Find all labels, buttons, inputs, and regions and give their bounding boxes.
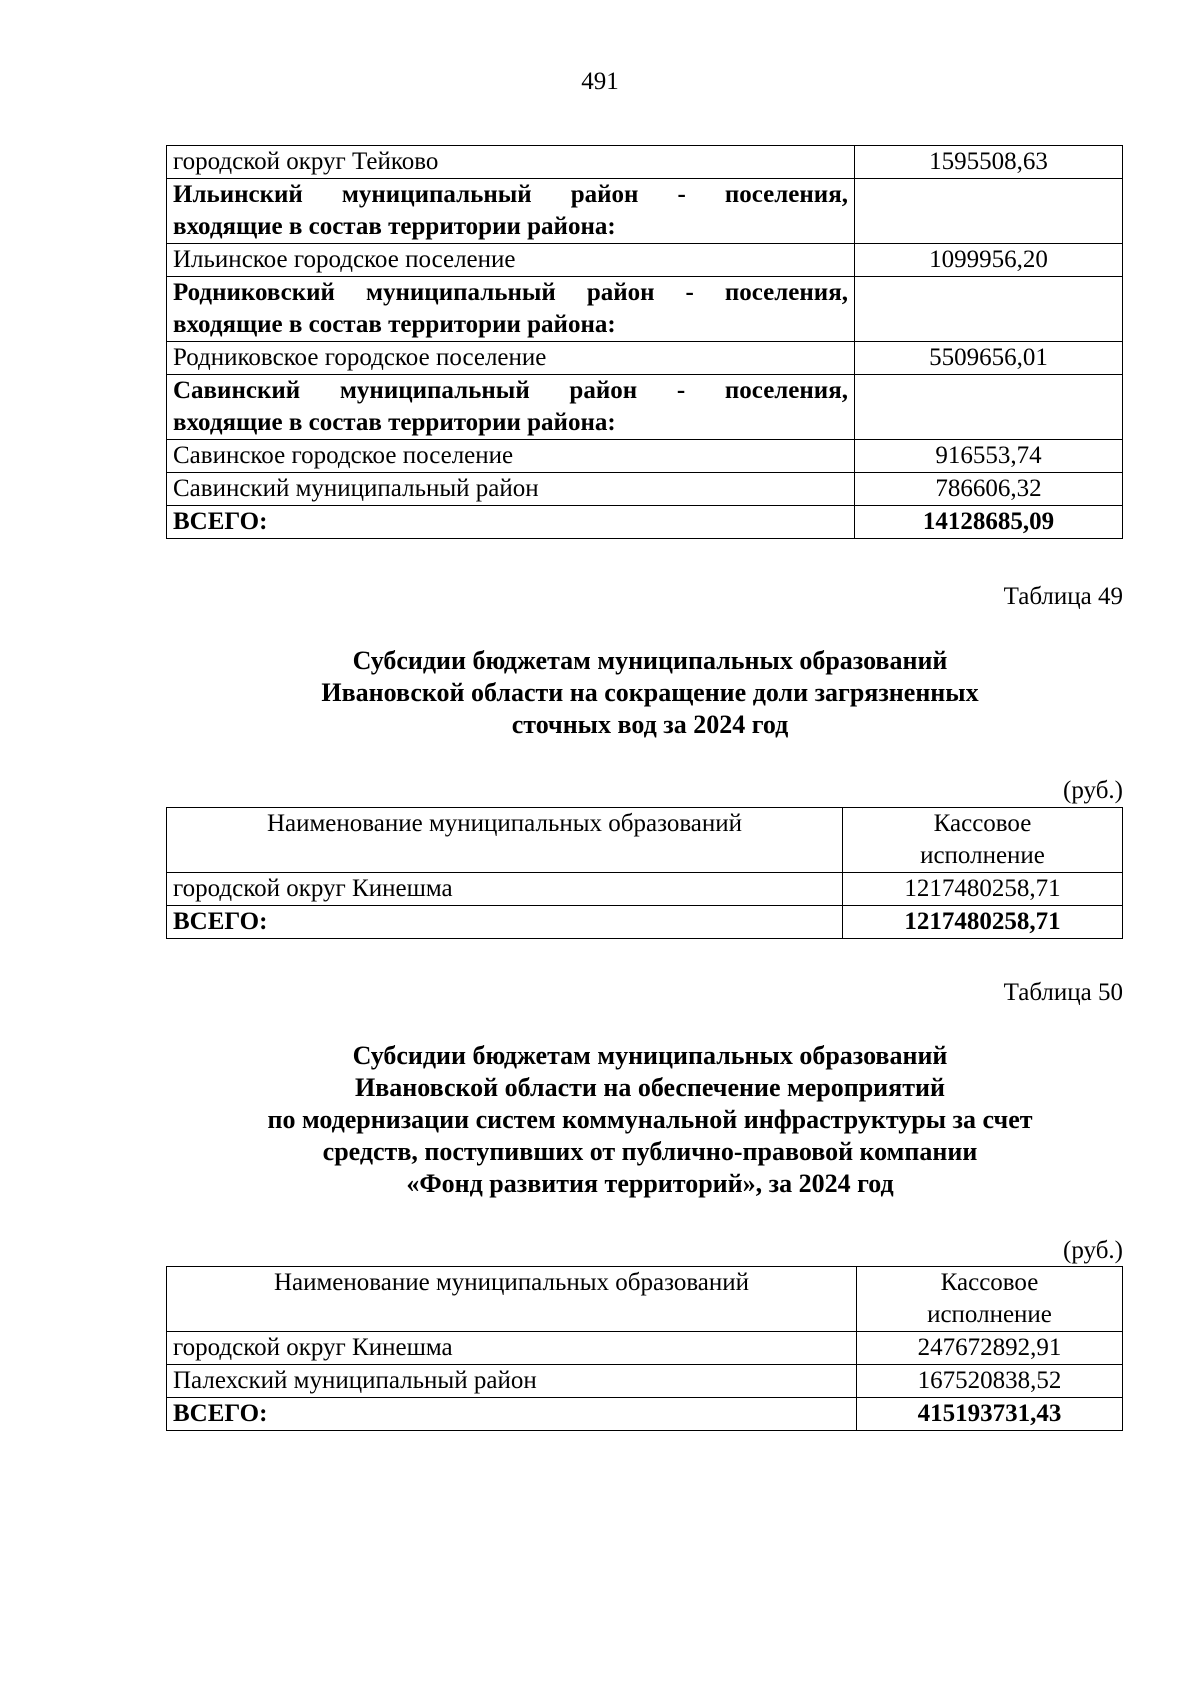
row-value: 1099956,20 bbox=[855, 244, 1123, 277]
table-row bbox=[167, 342, 1123, 375]
header-value-line: Кассовое bbox=[933, 810, 1032, 837]
table-50 bbox=[166, 1266, 1123, 1431]
total-label: ВСЕГО: bbox=[167, 1398, 857, 1431]
total-value: 415193731,43 bbox=[857, 1398, 1123, 1431]
group-name-line: Родниковский муниципальный район - поселения, bbox=[173, 279, 848, 306]
header-row bbox=[167, 1267, 1123, 1332]
total-row bbox=[167, 1398, 1123, 1431]
total-value: 14128685,09 bbox=[855, 506, 1123, 539]
group-name-line: Ильинский муниципальный район - поселения, bbox=[173, 181, 848, 208]
row-name: Палехский муниципальный район bbox=[167, 1365, 857, 1398]
total-label: ВСЕГО: bbox=[167, 506, 855, 539]
group-name bbox=[167, 179, 855, 244]
table-row bbox=[167, 1332, 1123, 1365]
table-50-caption bbox=[0, 1040, 1200, 1200]
table-49-label: Таблица 49 bbox=[1003, 583, 1123, 610]
table-row-group bbox=[167, 179, 1123, 244]
caption-line: сточных вод за 2024 год bbox=[511, 710, 789, 739]
row-value: 786606,32 bbox=[855, 473, 1123, 506]
total-value: 1217480258,71 bbox=[843, 906, 1123, 939]
header-name: Наименование муниципальных образований bbox=[167, 808, 843, 873]
total-row bbox=[167, 906, 1123, 939]
header-value-line: исполнение bbox=[927, 1301, 1052, 1328]
group-name-line: входящие в состав территории района: bbox=[173, 409, 616, 436]
row-value: 167520838,52 bbox=[857, 1365, 1123, 1398]
group-name-line: Савинский муниципальный район - поселения, bbox=[173, 377, 848, 404]
table-50-unit: (руб.) bbox=[1063, 1237, 1123, 1264]
row-name: городской округ Тейково bbox=[167, 146, 855, 179]
page-number: 491 bbox=[581, 68, 619, 95]
caption-line: по модернизации систем коммунальной инфраструктуры за счет bbox=[267, 1105, 1033, 1134]
group-name-line: входящие в состав территории района: bbox=[173, 311, 616, 338]
row-name: Савинское городское поселение bbox=[167, 440, 855, 473]
row-value: 1595508,63 bbox=[855, 146, 1123, 179]
row-name: Родниковское городское поселение bbox=[167, 342, 855, 375]
table-row bbox=[167, 244, 1123, 277]
table-row bbox=[167, 1365, 1123, 1398]
caption-line: Ивановской области на сокращение доли загрязненных bbox=[321, 678, 979, 707]
table-50-label: Таблица 50 bbox=[1003, 979, 1123, 1006]
table-49-unit: (руб.) bbox=[1063, 777, 1123, 804]
row-name: Савинский муниципальный район bbox=[167, 473, 855, 506]
row-value: 247672892,91 bbox=[857, 1332, 1123, 1365]
row-value: 916553,74 bbox=[855, 440, 1123, 473]
row-value: 5509656,01 bbox=[855, 342, 1123, 375]
group-name bbox=[167, 277, 855, 342]
row-value bbox=[855, 179, 1123, 244]
header-value-line: исполнение bbox=[920, 842, 1045, 869]
table-row-group bbox=[167, 375, 1123, 440]
row-name: городской округ Кинешма bbox=[167, 873, 843, 906]
row-name: Ильинское городское поселение bbox=[167, 244, 855, 277]
header-value-line: Кассовое bbox=[940, 1269, 1039, 1296]
header-value bbox=[843, 808, 1123, 873]
table-49-caption bbox=[0, 645, 1200, 741]
header-row bbox=[167, 808, 1123, 873]
caption-line: «Фонд развития территорий», за 2024 год bbox=[406, 1169, 894, 1198]
total-label: ВСЕГО: bbox=[167, 906, 843, 939]
caption-line: Субсидии бюджетам муниципальных образований bbox=[352, 1041, 948, 1070]
caption-line: Ивановской области на обеспечение мероприятий bbox=[355, 1073, 945, 1102]
group-name-line: входящие в состав территории района: bbox=[173, 213, 616, 240]
table-row bbox=[167, 473, 1123, 506]
row-value bbox=[855, 375, 1123, 440]
table-row bbox=[167, 873, 1123, 906]
total-row bbox=[167, 506, 1123, 539]
header-name: Наименование муниципальных образований bbox=[167, 1267, 857, 1332]
caption-line: средств, поступивших от публично-правовой компании bbox=[322, 1137, 978, 1166]
table-49 bbox=[166, 807, 1123, 939]
row-value: 1217480258,71 bbox=[843, 873, 1123, 906]
group-name bbox=[167, 375, 855, 440]
row-value bbox=[855, 277, 1123, 342]
header-value bbox=[857, 1267, 1123, 1332]
table-row bbox=[167, 440, 1123, 473]
table-row bbox=[167, 146, 1123, 179]
table-row-group bbox=[167, 277, 1123, 342]
caption-line: Субсидии бюджетам муниципальных образований bbox=[352, 646, 948, 675]
row-name: городской округ Кинешма bbox=[167, 1332, 857, 1365]
continuation-table bbox=[166, 145, 1123, 539]
